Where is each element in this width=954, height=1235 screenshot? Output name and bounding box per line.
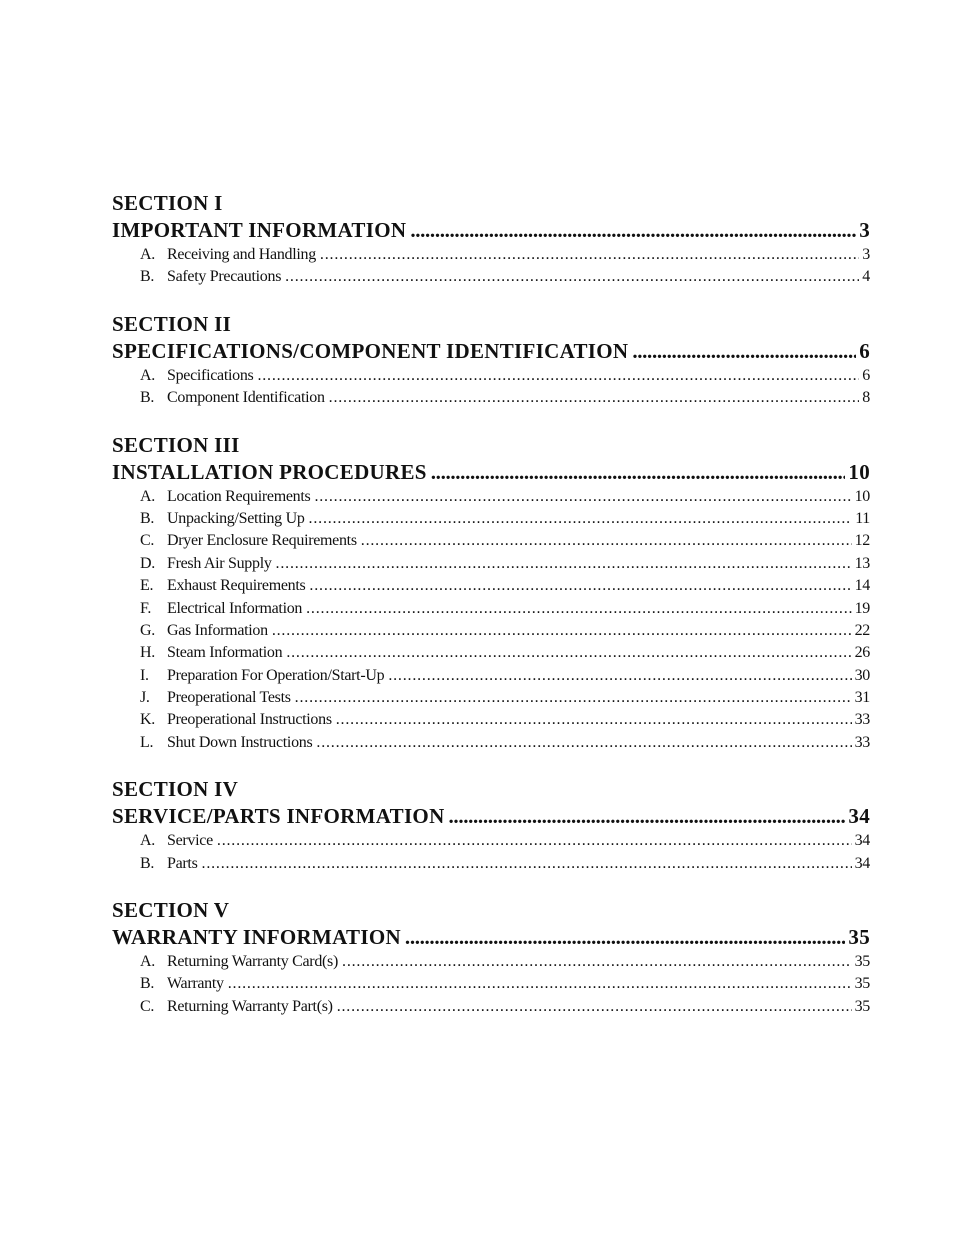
- entry-letter: G.: [140, 621, 155, 639]
- entry-letter: A.: [140, 953, 155, 971]
- page-number: 35: [854, 975, 870, 993]
- toc-section: [112, 190, 870, 289]
- toc-entry[interactable]: [112, 244, 870, 266]
- section-title-row[interactable]: [112, 458, 870, 486]
- toc-section: [112, 432, 870, 755]
- section-title-row[interactable]: [112, 923, 870, 951]
- toc-entry[interactable]: [112, 553, 870, 575]
- dot-leader: [337, 996, 852, 1018]
- dot-leader: [306, 598, 851, 620]
- toc-entry[interactable]: [112, 853, 870, 875]
- toc-section: [112, 311, 870, 410]
- page-number: 13: [854, 554, 870, 572]
- toc-entry[interactable]: [112, 665, 870, 687]
- dot-leader: [361, 530, 852, 552]
- page-number: 22: [854, 621, 870, 639]
- section-label: SECTION V: [112, 898, 230, 923]
- entry-letter: A.: [140, 366, 155, 384]
- toc-entry[interactable]: [112, 530, 870, 552]
- dot-leader: [276, 553, 852, 575]
- entry-title: Receiving and Handling: [167, 246, 316, 263]
- dot-leader: [309, 508, 853, 530]
- entry-title: Steam Information: [167, 644, 283, 662]
- entry-title: Unpacking/Setting Up: [167, 509, 305, 527]
- dot-leader: [388, 665, 851, 687]
- entry-title: Safety Precautions: [167, 268, 282, 286]
- toc-entry[interactable]: [112, 951, 870, 973]
- dot-leader: [449, 802, 846, 830]
- dot-leader: [632, 337, 856, 365]
- entry-title: Dryer Enclosure Requirements: [167, 532, 357, 550]
- toc-entry[interactable]: [112, 620, 870, 642]
- section-title-row[interactable]: [112, 216, 870, 244]
- page-number: 12: [854, 532, 870, 550]
- entry-title: Preparation For Operation/Start-Up: [167, 666, 385, 684]
- toc-entry[interactable]: [112, 508, 870, 530]
- page-number: 6: [862, 366, 870, 384]
- dot-leader: [286, 642, 851, 664]
- page-number: 31: [854, 689, 870, 707]
- page-number: 4: [862, 268, 870, 286]
- dot-leader: [405, 923, 845, 951]
- toc-entry[interactable]: [112, 486, 870, 508]
- dot-leader: [228, 973, 852, 995]
- entry-title: Service: [167, 832, 213, 850]
- page-number: 11: [855, 509, 870, 527]
- dot-leader: [295, 687, 852, 709]
- entry-letter: C.: [140, 997, 155, 1015]
- entry-letter: F.: [140, 599, 152, 617]
- page-number: 30: [854, 666, 870, 684]
- page-number: 26: [854, 644, 870, 662]
- page-number: 19: [854, 599, 870, 617]
- entry-title: Location Requirements: [167, 487, 311, 505]
- toc-entry[interactable]: [112, 996, 870, 1018]
- toc-entry[interactable]: [112, 387, 870, 409]
- dot-leader: [314, 486, 851, 508]
- entry-title: Gas Information: [167, 621, 268, 639]
- entry-title: Returning Warranty Part(s): [167, 997, 333, 1015]
- page-number: 35: [848, 925, 870, 950]
- entry-title: Shut Down Instructions: [167, 733, 313, 751]
- page-number: 3: [862, 246, 870, 263]
- entry-letter: D.: [140, 554, 155, 572]
- section-title-row[interactable]: [112, 337, 870, 365]
- toc-entry[interactable]: [112, 709, 870, 731]
- entry-title: Warranty: [167, 975, 224, 993]
- section-title: INSTALLATION PROCEDURES: [112, 459, 427, 484]
- page-number: 10: [848, 459, 870, 484]
- page-number: 35: [854, 953, 870, 971]
- entry-title: Preoperational Instructions: [167, 711, 332, 729]
- page-number: 10: [854, 487, 870, 505]
- entry-title: Parts: [167, 854, 198, 872]
- entry-letter: A.: [140, 487, 155, 505]
- table-of-contents: [112, 190, 870, 1040]
- section-label: SECTION III: [112, 432, 240, 457]
- entry-letter: I.: [140, 666, 149, 684]
- entry-title: Fresh Air Supply: [167, 554, 272, 572]
- dot-leader: [285, 266, 859, 288]
- toc-entry[interactable]: [112, 830, 870, 852]
- section-title: SPECIFICATIONS/COMPONENT IDENTIFICATION: [112, 338, 629, 363]
- page-number: 6: [859, 338, 870, 363]
- entry-letter: B.: [140, 975, 155, 993]
- page-number: 14: [854, 577, 870, 595]
- dot-leader: [272, 620, 852, 642]
- entry-letter: C.: [140, 532, 155, 550]
- section-label: SECTION IV: [112, 777, 239, 802]
- dot-leader: [217, 830, 852, 852]
- dot-leader: [202, 853, 852, 875]
- toc-entry[interactable]: [112, 575, 870, 597]
- page-number: 34: [854, 832, 870, 850]
- toc-entry[interactable]: [112, 266, 870, 288]
- dot-leader: [320, 244, 859, 266]
- section-title-row[interactable]: [112, 802, 870, 830]
- section-title: IMPORTANT INFORMATION: [112, 218, 407, 242]
- toc-entry[interactable]: [112, 732, 870, 754]
- page-number: 33: [854, 711, 870, 729]
- entry-letter: B.: [140, 268, 155, 286]
- entry-title: Returning Warranty Card(s): [167, 953, 339, 971]
- page-number: 33: [854, 733, 870, 751]
- section-title: SERVICE/PARTS INFORMATION: [112, 804, 445, 829]
- toc-entry[interactable]: [112, 365, 870, 387]
- entry-letter: K.: [140, 711, 155, 729]
- entry-title: Exhaust Requirements: [167, 577, 306, 595]
- entry-title: Specifications: [167, 366, 254, 384]
- entry-letter: E.: [140, 577, 154, 595]
- dot-leader: [336, 709, 852, 731]
- page-number: 8: [862, 389, 870, 407]
- dot-leader: [431, 458, 846, 486]
- entry-letter: A.: [140, 832, 155, 850]
- toc-entry[interactable]: [112, 598, 870, 620]
- page-number: 3: [859, 218, 870, 242]
- entry-letter: B.: [140, 389, 155, 407]
- dot-leader: [410, 216, 856, 244]
- entry-title: Preoperational Tests: [167, 689, 291, 707]
- page-number: 34: [848, 804, 870, 829]
- section-label: SECTION I: [112, 191, 223, 215]
- entry-letter: A.: [140, 246, 155, 263]
- entry-letter: J.: [140, 689, 150, 707]
- toc-entry[interactable]: [112, 973, 870, 995]
- entry-letter: B.: [140, 509, 155, 527]
- page-number: 34: [854, 854, 870, 872]
- section-title: WARRANTY INFORMATION: [112, 925, 401, 950]
- dot-leader: [329, 387, 860, 409]
- toc-section: [112, 897, 870, 1018]
- toc-entry[interactable]: [112, 642, 870, 664]
- section-label: SECTION II: [112, 311, 232, 336]
- entry-letter: B.: [140, 854, 155, 872]
- toc-entry[interactable]: [112, 687, 870, 709]
- entry-letter: H.: [140, 644, 155, 662]
- dot-leader: [316, 732, 851, 754]
- toc-section: [112, 776, 870, 875]
- entry-title: Electrical Information: [167, 599, 303, 617]
- dot-leader: [309, 575, 851, 597]
- entry-letter: L.: [140, 733, 154, 751]
- page-number: 35: [854, 997, 870, 1015]
- dot-leader: [342, 951, 852, 973]
- dot-leader: [257, 365, 859, 387]
- entry-title: Component Identification: [167, 389, 325, 407]
